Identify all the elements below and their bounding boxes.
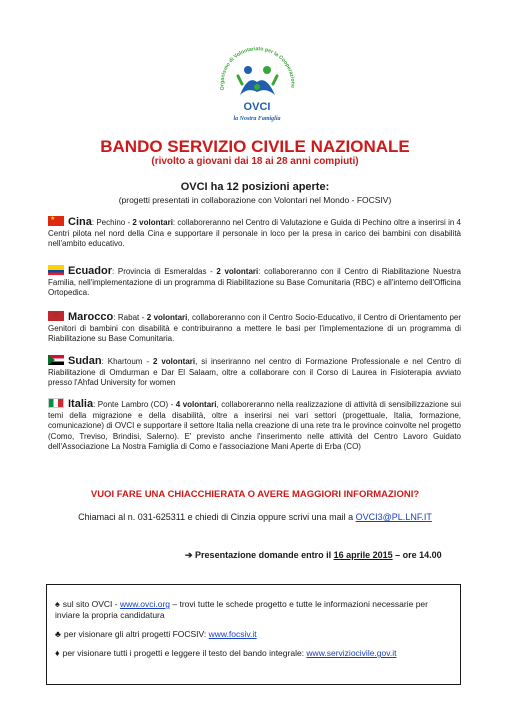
country-description: , si inseriranno nel centro di Formazione Professionale e nel Centro di Riabilitazione di Omdurman e Dar El Salaam, oltre a collaborare con il Corso di Laurea in Fisioterapia avviato presso l'Ahfad University for women	[48, 357, 461, 388]
serviziocivile-website-link[interactable]: www.serviziocivile.gov.it	[306, 648, 397, 658]
link-item-focsiv	[55, 629, 452, 640]
country-name: Cina	[68, 216, 92, 228]
diamond-icon: ♦	[55, 648, 60, 658]
logo-subname: la Nostra Famiglia	[233, 116, 281, 122]
country-volunteers: 2 volontari	[146, 313, 188, 322]
deadline-date: 16 aprile 2015	[333, 550, 393, 560]
morocco-flag-icon: ☆	[48, 311, 64, 321]
spade-icon: ♠	[55, 599, 60, 609]
info-call-to-action: VUOI FARE UNA CHIACCHIERATA O AVERE MAGGIORI INFORMAZIONI?	[90, 489, 420, 500]
italy-flag-icon	[48, 398, 64, 408]
logo-name: OVCI	[243, 101, 271, 113]
country-location: : Khartoum -	[101, 357, 153, 366]
email-link[interactable]: OVCI3@PL.LNF.IT	[355, 512, 432, 522]
country-volunteers: 2 volontari	[216, 267, 259, 276]
ovci-website-link[interactable]: www.ovci.org	[119, 599, 171, 609]
country-volunteers: 2 volontari	[152, 357, 196, 366]
link-item-prefix: per visionare tutti i progetti e leggere il testo del bando integrale:	[62, 648, 307, 658]
page-subtitle: (rivolto a giovani dai 18 ai 28 anni compiuti)	[151, 156, 359, 167]
positions-heading: OVCI ha 12 posizioni aperte:	[180, 181, 330, 193]
china-flag-icon: ★	[48, 216, 64, 226]
country-location: : Rabat -	[113, 313, 147, 322]
link-item-prefix: sul sito OVCI -	[62, 599, 120, 609]
country-block-italia	[48, 398, 461, 453]
country-block-marocco	[48, 311, 461, 345]
country-description: : collaboreranno nel Centro di Valutazione e Guida di Pechino oltre a inserirsi in 4 Centri pilota nel nord della Cina e supportare il personale in loco per la presa in carico dei bambini con disabilità nell'ambito educativo.	[48, 218, 462, 249]
ovci-logo	[210, 40, 305, 130]
country-name: Ecuador	[68, 265, 113, 277]
link-item-serviziocivile	[55, 648, 452, 659]
logo-ring-text: Organismo di Volontariato per la Cooperazione	[219, 46, 296, 91]
country-location: : Ponte Lambro (CO) -	[93, 400, 176, 409]
country-block-cina	[48, 216, 461, 250]
country-name: Sudan	[68, 355, 102, 367]
deadline-prefix: Presentazione domande entro il	[192, 550, 334, 560]
country-block-sudan	[48, 355, 461, 389]
links-box	[46, 584, 461, 685]
country-description: : collaboreranno con il Centro di Riabilitazione Nuestra Familia, nell'implementazione di un programma di Riabilitazione su Base Comunitaria (RBC) e all'interno dell'Officina Ortopedica.	[48, 267, 462, 298]
country-location: : Provincia di Esmeraldas -	[112, 267, 217, 276]
arrow-right-icon: ➔	[185, 550, 193, 560]
ecuador-flag-icon	[48, 265, 64, 275]
country-location: : Pechino -	[91, 218, 133, 227]
contact-line	[0, 512, 510, 522]
country-name: Italia	[68, 398, 94, 410]
country-block-ecuador	[48, 265, 461, 299]
country-volunteers: 4 volontari	[175, 400, 217, 409]
country-description: , collaboreranno con il Centro Socio-Educativo, il Centro di Orientamento per Genitori di bambini con disabilità e contribuiranno a mettere le basi per l'implementazione di un programma di Riabilitazione su Base Comunitaria.	[48, 313, 462, 344]
link-item-ovci	[55, 599, 452, 621]
link-item-prefix: per visionare gli altri progetti FOCSIV:	[63, 629, 209, 639]
ovci-logo-graphic	[210, 40, 305, 130]
sudan-flag-icon	[48, 355, 64, 365]
deadline-suffix: – ore 14.00	[392, 550, 442, 560]
projects-note: (progetti presentati in collaborazione con Volontari nel Mondo - FOCSIV)	[118, 195, 392, 205]
deadline-line	[185, 550, 442, 561]
country-volunteers: 2 volontari	[132, 218, 173, 227]
country-description: , collaboreranno nella realizzazione di attività di sensibilizzazione sui temi della migrazione e della disabilità, oltre a inserirsi nei vari settori (progettuale, Italia, formazione, comunicazione) di OVCI e supportare il settore Italia nella creazione di una rete tra le province coinvolte nel progetto (Como, Treviso, Brindisi, Salerno). E' previsto anche l'inserimento nelle attività del Centro Lavoro Guidato dell'Associazione La Nostra Famiglia di Como e l'associazione Mani Aperte di Erba (CO)	[48, 400, 462, 452]
link-item-suffix: – trovi tutte le schede progetto e tutte le informazioni necessarie per inviare la propria candidatura	[55, 599, 428, 620]
country-name: Marocco	[68, 311, 114, 323]
focsiv-website-link[interactable]: www.focsiv.it	[208, 629, 257, 639]
club-icon: ♣	[55, 629, 61, 639]
page-title: BANDO SERVIZIO CIVILE NAZIONALE	[100, 137, 410, 156]
contact-text: Chiamaci al n. 031-625311 e chiedi di Cinzia oppure scrivi una mail a	[78, 512, 356, 522]
